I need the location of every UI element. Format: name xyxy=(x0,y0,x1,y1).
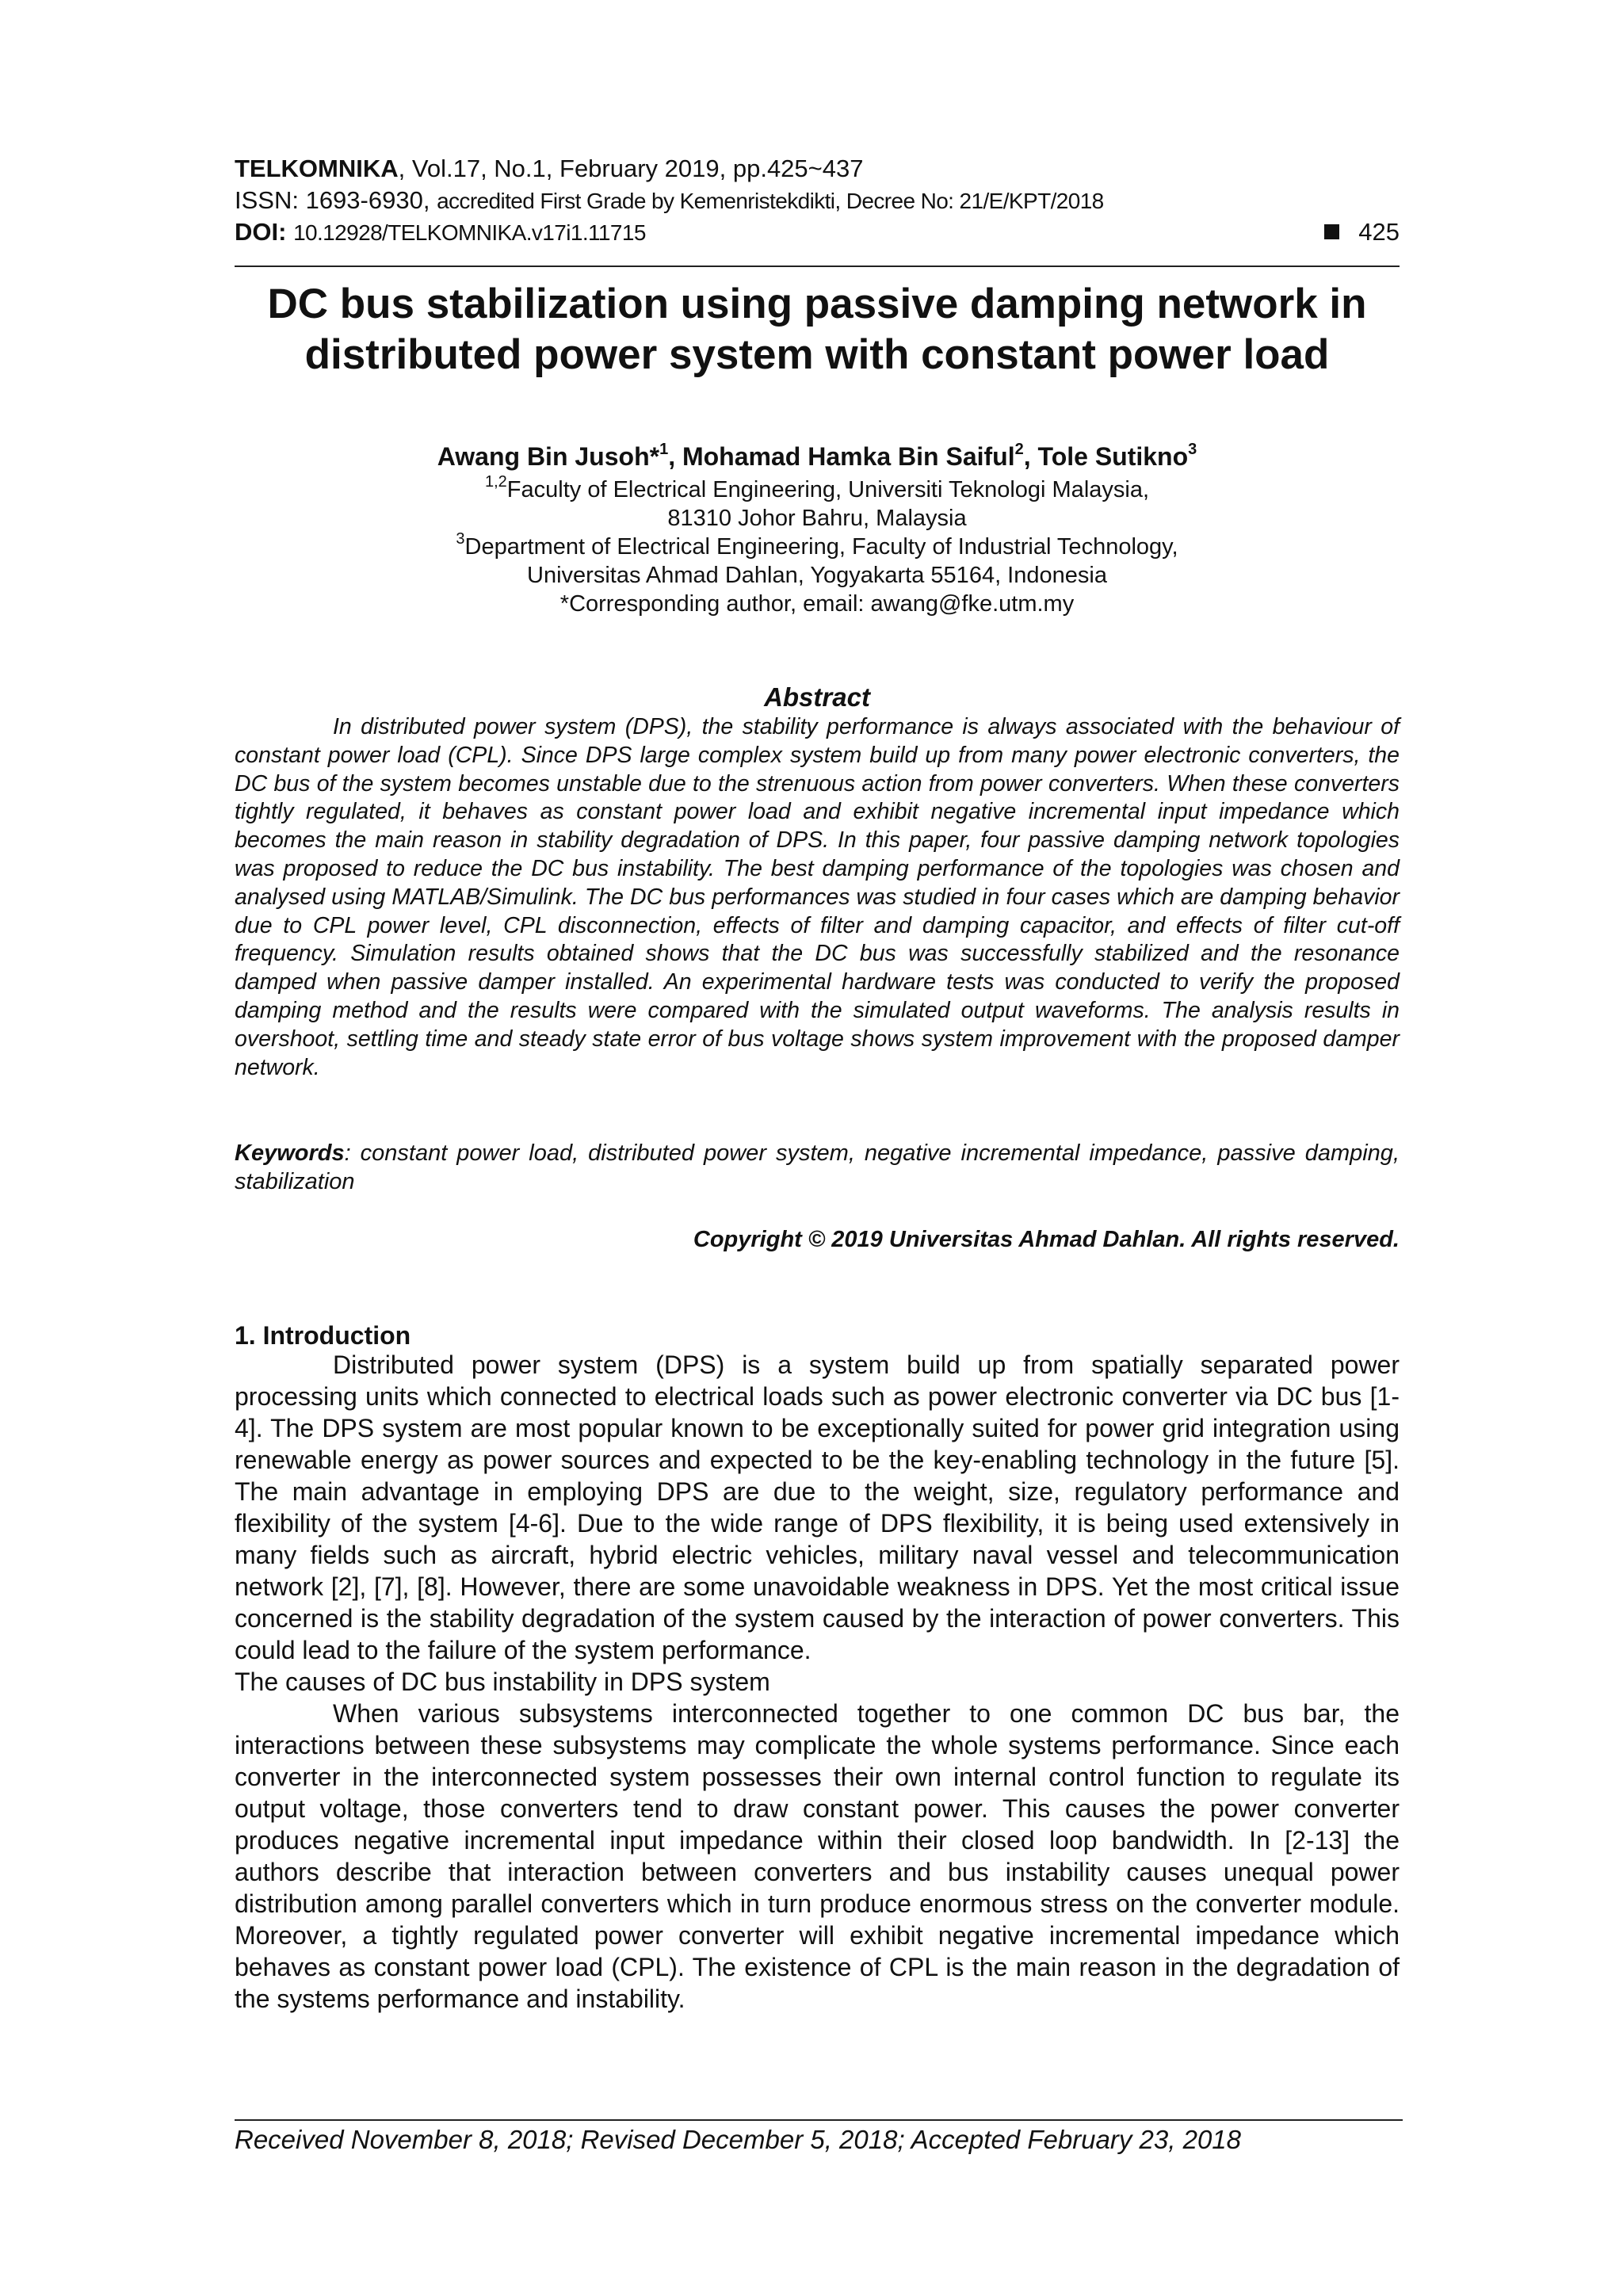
abstract-text: In distributed power system (DPS), the stability performance is always associated with the behaviour of constant power load (CPL). Since DPS large complex system build up from many power electronic converters, the DC bus of the system becomes unstable due to the strenuous action from power converters. When these converters tightly regulated, it behaves as constant power load and exhibit negative incremental input impedance which becomes the main reason in stability degradation of DPS. In this paper, four passive damping network topologies was proposed to reduce the DC bus instability. The best damping performance of the topologies was chosen and analysed using MATLAB/Simulink. The DC bus performances was studied in four cases which are damping behavior due to CPL power level, CPL disconnection, effects of filter and damping capacitor, and effects of filter cut-off frequency. Simulation results obtained shows that the DC bus was successfully stabilized and the resonance damped when passive damper installed. An experimental hardware tests was conducted to verify the proposed damping method and the results were compared with the simulated output waveforms. The analysis results in overshoot, settling time and steady state error of bus voltage shows system improvement with the proposed damper network. xyxy=(235,714,1400,1080)
intro-paragraph-1: Distributed power system (DPS) is a system build up from spatially separated power processing units which connected to electrical loads such as power electronic converter via DC bus [1-4]. The DPS system are most popular known to be exceptionally suited for power grid integration using renewable energy as power sources and expected to be the key-enabling technology in the future [5]. The main advantage in employing DPS are due to the weight, size, regulatory performance and flexibility of the system [4-6]. Due to the wide range of DPS flexibility, it is being used extensively in many fields such as aircraft, hybrid electric vehicles, military naval vessel and telecommunication network [2], [7], [8]. However, there are some unavoidable weakness in DPS. Yet the most critical issue concerned is the stability degradation of the system caused by the interaction of power converters. This could lead to the failure of the system performance. xyxy=(235,1350,1400,1664)
accreditation: accredited First Grade by Kemenristekdikti, Decree No: 21/E/KPT/2018 xyxy=(437,189,1104,213)
received-dates: Received November 8, 2018; Revised December 5, 2018; Accepted February 23, 2018 xyxy=(235,2125,1242,2154)
keywords-text: : constant power load, distributed power system, negative incremental impedance, passive damping, stabilization xyxy=(235,1140,1400,1194)
section-heading-introduction: 1. Introduction xyxy=(235,1321,411,1350)
doi-label: DOI: xyxy=(235,218,294,246)
square-bullet-icon xyxy=(1324,224,1339,239)
journal-name: TELKOMNIKA xyxy=(235,155,399,182)
affiliation-2-line-2: Universitas Ahmad Dahlan, Yogyakarta 55164, Indonesia xyxy=(527,563,1107,588)
abstract-body xyxy=(235,713,1400,1082)
issn: ISSN: 1693-6930, xyxy=(235,186,437,214)
page-number: 425 xyxy=(1324,217,1400,247)
paper-title xyxy=(195,279,1439,380)
affiliation-1-line-1: $^{1,2}$Faculty of Electrical Engineering, Universiti Teknologi Malaysia, xyxy=(484,473,1150,502)
title-line-2: distributed power system with constant power load xyxy=(304,331,1330,378)
author-1: Awang Bin Jusoh* xyxy=(437,442,660,471)
introduction-body xyxy=(235,1349,1400,2015)
abstract-heading: Abstract xyxy=(764,682,870,712)
affiliation-1-line-2: 81310 Johor Bahru, Malaysia xyxy=(667,506,967,531)
journal-citation-line xyxy=(235,154,1400,184)
author-1-superscript: 1 xyxy=(659,441,669,459)
corresponding-author: *Corresponding author, email: awang@fke.utm.my xyxy=(559,591,1075,617)
footer-rule xyxy=(235,2119,1403,2121)
header-rule xyxy=(235,266,1400,267)
doi-line xyxy=(235,217,1400,248)
keywords xyxy=(235,1139,1400,1196)
volume-info: , Vol.17, No.1, February 2019, pp.425~437 xyxy=(398,155,864,182)
affiliation-2-line-1: $^3$Department of Electrical Engineering, Faculty of Industrial Technology, xyxy=(456,530,1178,560)
author-3: Tole Sutikno xyxy=(1037,442,1189,471)
copyright-notice: Copyright © 2019 Universitas Ahmad Dahlan. All rights reserved. xyxy=(693,1227,1400,1252)
intro-paragraph-2: When various subsystems interconnected together to one common DC bus bar, the interactions between these subsystems may complicate the whole systems performance. Since each converter in the interconnected system possesses their own internal control function to regulate its output voltage, those converters tend to draw constant power. This causes the power converter produces negative incremental input impedance within their closed loop bandwidth. In [2-13] the authors describe that interaction between converters and bus instability causes unequal power distribution among parallel converters which in turn produce enormous stress on the converter module. Moreover, a tightly regulated power converter will exhibit negative incremental impedance which behaves as constant power load (CPL). The existence of CPL is the main reason in the degradation of the systems performance and instability. xyxy=(235,1699,1400,2013)
author-2: Mohamad Hamka Bin Saiful xyxy=(682,442,1015,471)
issn-line xyxy=(235,185,1400,216)
author-2-superscript: 2 xyxy=(1014,441,1024,459)
author-3-superscript: 3 xyxy=(1188,441,1197,459)
title-line-1: DC bus stabilization using passive damping network in xyxy=(267,281,1367,327)
intro-subheading: The causes of DC bus instability in DPS system xyxy=(235,1668,770,1696)
doi-value: 10.12928/TELKOMNIKA.v17i1.11715 xyxy=(293,220,646,245)
keywords-label: Keywords xyxy=(235,1140,345,1166)
author-list: Awang Bin Jusoh*$^1$, Mohamad Hamka Bin Saiful$^2$, Tole Sutikno$^3$ xyxy=(437,441,1197,471)
